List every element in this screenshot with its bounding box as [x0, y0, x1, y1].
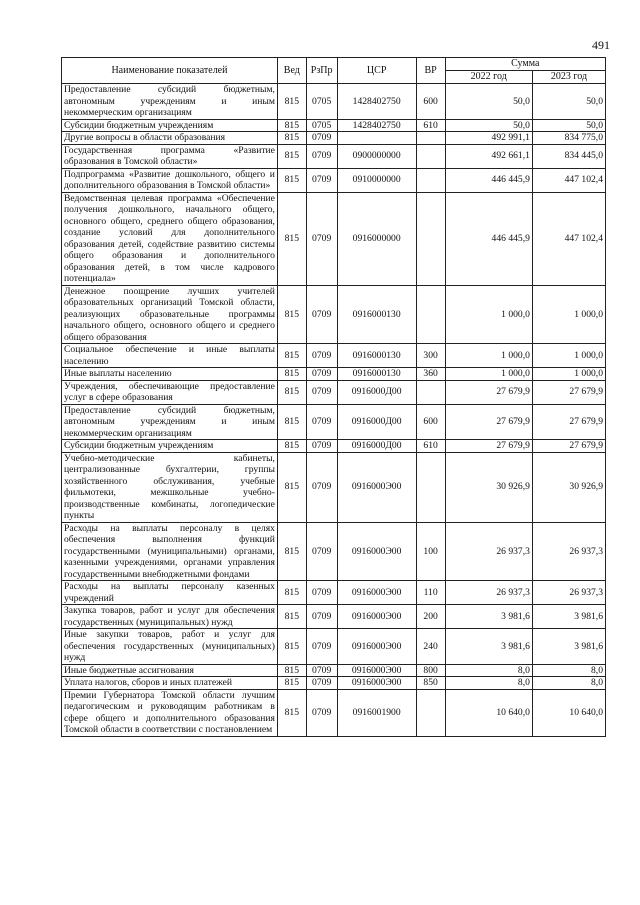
row-csr: 0900000000 — [337, 144, 416, 168]
row-ved: 815 — [277, 689, 306, 736]
table-row — [62, 344, 606, 368]
table-row — [62, 452, 606, 522]
row-csr: 0916001900 — [337, 689, 416, 736]
row-rzpr: 0709 — [306, 192, 337, 285]
row-sum-2023: 3 981,6 — [532, 629, 605, 665]
row-csr: 0916000Д00 — [337, 380, 416, 404]
row-ved: 815 — [277, 119, 306, 132]
row-rzpr: 0709 — [306, 440, 337, 453]
row-sum-2022: 3 981,6 — [445, 629, 532, 665]
row-ved: 815 — [277, 380, 306, 404]
row-ved: 815 — [277, 664, 306, 677]
row-name: Предоставление субсидий бюджетным, автономным учреждениям и иным некоммерческим организациям — [62, 404, 278, 440]
row-rzpr: 0709 — [306, 368, 337, 381]
row-sum-2023: 1 000,0 — [532, 285, 605, 344]
row-vr: 110 — [416, 581, 445, 605]
row-rzpr: 0709 — [306, 168, 337, 192]
row-name: Учебно-методические кабинеты, централизованные бухгалтерии, группы хозяйственного обслуживания, учебные фильмотеки, межшкольные учебно-производственные комбинаты, логопедические пункты — [62, 452, 278, 522]
row-name: Государственная программа «Развитие образования в Томской области» — [62, 144, 278, 168]
row-ved: 815 — [277, 522, 306, 581]
header-ved: Вед — [277, 58, 306, 84]
row-csr: 0916000Э00 — [337, 664, 416, 677]
row-name: Предоставление субсидий бюджетным, автономным учреждениям и иным некоммерческим организациям — [62, 84, 278, 120]
row-rzpr: 0709 — [306, 452, 337, 522]
table-header — [62, 58, 606, 84]
row-vr: 800 — [416, 664, 445, 677]
row-sum-2022: 1 000,0 — [445, 368, 532, 381]
row-rzpr: 0709 — [306, 144, 337, 168]
row-sum-2022: 8,0 — [445, 664, 532, 677]
row-csr: 0910000000 — [337, 168, 416, 192]
row-name: Учреждения, обеспечивающие предоставление услуг в сфере образования — [62, 380, 278, 404]
row-ved: 815 — [277, 84, 306, 120]
row-vr: 300 — [416, 344, 445, 368]
header-rzpr: РзПр — [306, 58, 337, 84]
row-csr: 0916000Э00 — [337, 581, 416, 605]
header-csr: ЦСР — [337, 58, 416, 84]
table-row — [62, 144, 606, 168]
row-sum-2022: 1 000,0 — [445, 344, 532, 368]
row-csr: 0916000Э00 — [337, 677, 416, 690]
row-ved: 815 — [277, 629, 306, 665]
row-name: Субсидии бюджетным учреждениям — [62, 440, 278, 453]
row-ved: 815 — [277, 344, 306, 368]
row-csr: 0916000130 — [337, 285, 416, 344]
row-rzpr: 0705 — [306, 84, 337, 120]
row-rzpr: 0709 — [306, 380, 337, 404]
row-sum-2023: 30 926,9 — [532, 452, 605, 522]
table-row — [62, 677, 606, 690]
table-row — [62, 440, 606, 453]
row-ved: 815 — [277, 285, 306, 344]
row-rzpr: 0709 — [306, 522, 337, 581]
row-ved: 815 — [277, 581, 306, 605]
row-vr: 610 — [416, 440, 445, 453]
row-csr: 0916000Д00 — [337, 440, 416, 453]
table-body — [62, 84, 606, 737]
row-rzpr: 0705 — [306, 119, 337, 132]
row-sum-2022: 26 937,3 — [445, 581, 532, 605]
page-number: 491 — [592, 38, 610, 52]
row-name: Иные закупки товаров, работ и услуг для обеспечения государственных (муниципальных) нужд — [62, 629, 278, 665]
row-rzpr: 0709 — [306, 677, 337, 690]
row-ved: 815 — [277, 452, 306, 522]
table-row — [62, 380, 606, 404]
row-ved: 815 — [277, 440, 306, 453]
row-sum-2022: 27 679,9 — [445, 440, 532, 453]
row-sum-2022: 26 937,3 — [445, 522, 532, 581]
header-vr: ВР — [416, 58, 445, 84]
row-sum-2022: 27 679,9 — [445, 380, 532, 404]
table-row — [62, 629, 606, 665]
row-vr — [416, 689, 445, 736]
row-name: Уплата налогов, сборов и иных платежей — [62, 677, 278, 690]
row-csr — [337, 132, 416, 145]
row-ved: 815 — [277, 404, 306, 440]
row-name: Премии Губернатора Томской области лучшим педагогическим и руководящим работникам в сфере общего и дополнительного образования Томской области в соответствии с постановлением — [62, 689, 278, 736]
table-row — [62, 581, 606, 605]
row-sum-2023: 26 937,3 — [532, 522, 605, 581]
row-csr: 0916000130 — [337, 344, 416, 368]
header-year-2023: 2023 год — [532, 71, 605, 84]
row-sum-2022: 50,0 — [445, 84, 532, 120]
row-vr — [416, 452, 445, 522]
row-sum-2022: 30 926,9 — [445, 452, 532, 522]
row-name: Расходы на выплаты персоналу казенных учреждений — [62, 581, 278, 605]
header-sum: Сумма — [445, 58, 605, 71]
row-name: Иные бюджетные ассигнования — [62, 664, 278, 677]
row-sum-2022: 492 661,1 — [445, 144, 532, 168]
row-ved: 815 — [277, 192, 306, 285]
row-rzpr: 0709 — [306, 664, 337, 677]
row-sum-2022: 10 640,0 — [445, 689, 532, 736]
row-ved: 815 — [277, 605, 306, 629]
table-row — [62, 285, 606, 344]
row-rzpr: 0709 — [306, 132, 337, 145]
row-name: Иные выплаты населению — [62, 368, 278, 381]
row-sum-2022: 50,0 — [445, 119, 532, 132]
row-sum-2023: 27 679,9 — [532, 380, 605, 404]
row-csr: 0916000Э00 — [337, 522, 416, 581]
header-name: Наименование показателей — [62, 58, 278, 84]
row-sum-2023: 1 000,0 — [532, 344, 605, 368]
row-vr — [416, 144, 445, 168]
row-sum-2023: 27 679,9 — [532, 440, 605, 453]
row-vr: 850 — [416, 677, 445, 690]
header-year-2022: 2022 год — [445, 71, 532, 84]
row-rzpr: 0709 — [306, 404, 337, 440]
row-vr: 610 — [416, 119, 445, 132]
row-name: Расходы на выплаты персоналу в целях обеспечения выполнения функций государственными (муниципальными) органами, казенными учреждениями, органами управления государственными внебюджетными фондами — [62, 522, 278, 581]
row-sum-2023: 447 102,4 — [532, 192, 605, 285]
table-row — [62, 168, 606, 192]
table-row — [62, 119, 606, 132]
row-vr — [416, 285, 445, 344]
table-row — [62, 522, 606, 581]
row-rzpr: 0709 — [306, 605, 337, 629]
row-rzpr: 0709 — [306, 344, 337, 368]
row-sum-2022: 492 991,1 — [445, 132, 532, 145]
row-sum-2023: 447 102,4 — [532, 168, 605, 192]
budget-table — [61, 57, 606, 737]
row-csr: 0916000Д00 — [337, 404, 416, 440]
table-row — [62, 368, 606, 381]
row-sum-2023: 834 775,0 — [532, 132, 605, 145]
row-name: Денежное поощрение лучших учителей образовательных организаций Томской области, реализующих образовательные программы начального общего, основного общего и среднего общего образования — [62, 285, 278, 344]
row-csr: 1428402750 — [337, 119, 416, 132]
row-sum-2023: 834 445,0 — [532, 144, 605, 168]
row-sum-2023: 50,0 — [532, 119, 605, 132]
row-ved: 815 — [277, 168, 306, 192]
row-csr: 0916000Э00 — [337, 629, 416, 665]
row-ved: 815 — [277, 144, 306, 168]
row-name: Закупка товаров, работ и услуг для обеспечения государственных (муниципальных) нужд — [62, 605, 278, 629]
table-row — [62, 664, 606, 677]
row-vr: 600 — [416, 404, 445, 440]
table-row — [62, 84, 606, 120]
row-ved: 815 — [277, 677, 306, 690]
row-vr: 360 — [416, 368, 445, 381]
row-name: Социальное обеспечение и иные выплаты населению — [62, 344, 278, 368]
row-vr — [416, 168, 445, 192]
row-ved: 815 — [277, 132, 306, 145]
table-row — [62, 689, 606, 736]
row-sum-2022: 446 445,9 — [445, 192, 532, 285]
row-vr — [416, 192, 445, 285]
row-sum-2023: 8,0 — [532, 664, 605, 677]
row-sum-2022: 3 981,6 — [445, 605, 532, 629]
row-csr: 0916000130 — [337, 368, 416, 381]
row-sum-2023: 26 937,3 — [532, 581, 605, 605]
row-sum-2023: 1 000,0 — [532, 368, 605, 381]
row-rzpr: 0709 — [306, 629, 337, 665]
row-sum-2023: 27 679,9 — [532, 404, 605, 440]
table-row — [62, 192, 606, 285]
row-sum-2022: 446 445,9 — [445, 168, 532, 192]
row-sum-2022: 27 679,9 — [445, 404, 532, 440]
table-row — [62, 404, 606, 440]
table-row — [62, 605, 606, 629]
row-sum-2022: 1 000,0 — [445, 285, 532, 344]
row-vr: 240 — [416, 629, 445, 665]
row-sum-2023: 50,0 — [532, 84, 605, 120]
row-vr: 100 — [416, 522, 445, 581]
row-sum-2023: 8,0 — [532, 677, 605, 690]
row-vr: 200 — [416, 605, 445, 629]
row-csr: 1428402750 — [337, 84, 416, 120]
row-vr — [416, 380, 445, 404]
row-name: Подпрограмма «Развитие дошкольного, общего и дополнительного образования в Томской области» — [62, 168, 278, 192]
row-rzpr: 0709 — [306, 689, 337, 736]
row-vr: 600 — [416, 84, 445, 120]
row-rzpr: 0709 — [306, 285, 337, 344]
row-vr — [416, 132, 445, 145]
row-name: Другие вопросы в области образования — [62, 132, 278, 145]
row-rzpr: 0709 — [306, 581, 337, 605]
row-csr: 0916000Э00 — [337, 605, 416, 629]
row-sum-2023: 3 981,6 — [532, 605, 605, 629]
row-name: Субсидии бюджетным учреждениям — [62, 119, 278, 132]
row-csr: 0916000000 — [337, 192, 416, 285]
row-ved: 815 — [277, 368, 306, 381]
table-row — [62, 132, 606, 145]
row-sum-2022: 8,0 — [445, 677, 532, 690]
row-csr: 0916000Э00 — [337, 452, 416, 522]
row-name: Ведомственная целевая программа «Обеспечение получения дошкольного, начального общего, основного общего, среднего общего образования, создание условий для дополнительного образования детей, содействие развитию системы общего образования и дополнительного образования детей, в том числе кадрового потенциала» — [62, 192, 278, 285]
row-sum-2023: 10 640,0 — [532, 689, 605, 736]
